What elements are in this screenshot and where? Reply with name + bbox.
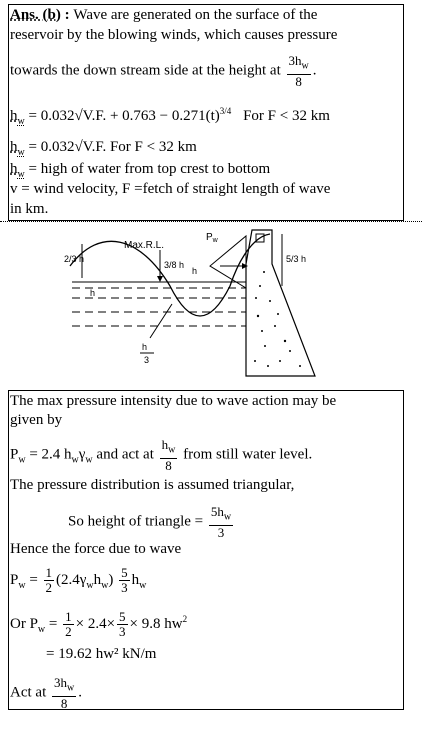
fraction-den: 8 <box>295 73 302 89</box>
equation-1 <box>10 102 330 131</box>
wave-pressure-diagram <box>60 226 390 396</box>
force-equation: $P_w$ = $\frac{1}{2}$ $(2.4\gamma_wh_w)$ $\frac{5}{3}$ $h_w$ <box>10 565 147 595</box>
pw-eq-e: from still water level. <box>183 446 313 463</box>
body-text-4: Hence the force due to wave <box>10 541 182 557</box>
result-line <box>46 645 156 663</box>
body-text-3: The pressure distribution is assumed triangular, <box>10 477 295 493</box>
eq1-sub: w <box>17 116 25 127</box>
dam-body <box>246 230 315 376</box>
answer-label: Ans. (b) <box>10 7 61 23</box>
force-eq-c: ) <box>108 571 114 588</box>
def-v2-text: in km. <box>10 201 49 217</box>
eq1-lhs: h <box>10 108 18 124</box>
answer-text-3: towards the down stream side at the height at <box>10 62 281 79</box>
eq2-sub: w <box>17 147 25 158</box>
maxrl-label: Max.R.L. <box>124 240 165 251</box>
answer-colon: : <box>60 7 74 23</box>
pw-eq-b: = 2.4 h <box>25 446 72 463</box>
force-eq-b: h <box>93 571 102 588</box>
triangle-height-text: So height of triangle = <box>68 513 204 530</box>
pw-frac-num: h <box>161 437 169 452</box>
divider <box>0 221 422 222</box>
definition-v <box>10 180 330 198</box>
or-frac-53: $\frac{5}{3}$ <box>119 609 126 640</box>
answer-line-1 <box>10 6 317 24</box>
triangle-fraction: $\frac{5h_w}{3}$ <box>210 504 232 540</box>
answer-text-1: Wave are generated on the surface of the <box>73 7 318 23</box>
pw-eq-c: γ <box>78 446 86 463</box>
triangle-frac-num: 5h <box>210 504 224 519</box>
answer-line-2 <box>10 26 337 44</box>
or-frac-half: $\frac{1}{2}$ <box>65 609 72 640</box>
or-eq-b: × 9.8 hw <box>129 616 183 632</box>
eq2-lhs: h <box>10 139 18 155</box>
pw-eq-d: and act at <box>92 446 154 463</box>
or-equation: Or $P_w$ = $\frac{1}{2}$ × 2.4× $\frac{5}{3}$ × 9.8 $hw^2$ <box>10 609 188 640</box>
pw-fraction: $\frac{h_w}{8}$ <box>161 437 176 473</box>
pw-frac-den: 8 <box>165 457 172 473</box>
eq2-body: = 0.032√V.F. For F < 32 km <box>24 139 197 155</box>
eq1-body: = 0.032√V.F. + 0.763 − 0.271(t) <box>24 108 220 124</box>
result-text: = 19.62 hw² kN/m <box>46 646 157 662</box>
body-line-3 <box>10 476 294 494</box>
label-3-8hw: 3/8 h <box>164 260 185 270</box>
label-2-3hw: 2/3 h <box>64 254 85 264</box>
triangle-height-line <box>68 505 235 540</box>
definition-v-cont <box>10 200 48 218</box>
eq1-exponent: 3/4 <box>219 106 232 116</box>
bottom-arrow <box>150 304 172 338</box>
body-line-4 <box>10 540 181 558</box>
pw-equation: $P_w = 2.4$ $h_w\gamma_w$ and act at $\frac{h_w}{8}$ from still water level. <box>10 437 313 473</box>
force-eq-a: (2.4γ <box>56 571 87 588</box>
def-hw-text: = high of water from top crest to bottom <box>24 161 271 177</box>
force-frac-53: $\frac{5}{3}$ <box>121 565 128 595</box>
eq1-condition: For F < 32 km <box>243 108 330 124</box>
answer-text-2: reservoir by the blowing winds, which causes pressure <box>10 27 338 43</box>
or-eq-a: × 2.4× <box>75 616 116 632</box>
triangle-frac-den: 3 <box>217 524 225 540</box>
def-v-text: v = wind velocity, F =fetch of straight length of wave <box>10 181 331 197</box>
act-at-fraction: $\frac{3h_w}{8}$ <box>53 675 75 711</box>
equation-2 <box>10 138 197 162</box>
force-frac-half: $\frac{1}{2}$ <box>45 565 53 595</box>
or-label: Or P <box>10 616 38 632</box>
label-hw3-bottom-num: h <box>142 342 148 352</box>
body-line-1 <box>10 392 336 410</box>
height-fraction <box>287 54 311 89</box>
answer-line-3: towards the down stream side at the height at $\frac{3h_w}{8}$ . <box>10 53 317 89</box>
fraction-num: 3h <box>288 53 302 68</box>
pw-label: $P_w$ <box>206 232 218 244</box>
def-hw-sub: w <box>17 169 25 180</box>
act-at-text: Act at <box>10 684 47 701</box>
act-at-line: Act at $\frac{3h_w}{8}$ . <box>10 675 82 711</box>
maxrl-arrowhead <box>157 276 163 282</box>
def-hw-symbol: h <box>10 161 18 177</box>
fraction-num-sub: w <box>301 60 309 72</box>
label-hw3-bottom-den: 3 <box>144 355 150 365</box>
pw-eq-a: P <box>10 446 19 463</box>
body-text-1: The max pressure intensity due to wave action may be <box>10 393 337 409</box>
label-5-3hw: 5/3 h <box>286 254 307 264</box>
label-hw3: h <box>90 288 96 298</box>
label-hw8: h <box>192 266 198 276</box>
wave-curve <box>70 234 270 316</box>
body-line-2 <box>10 411 62 429</box>
body-text-2: given by <box>10 412 63 428</box>
